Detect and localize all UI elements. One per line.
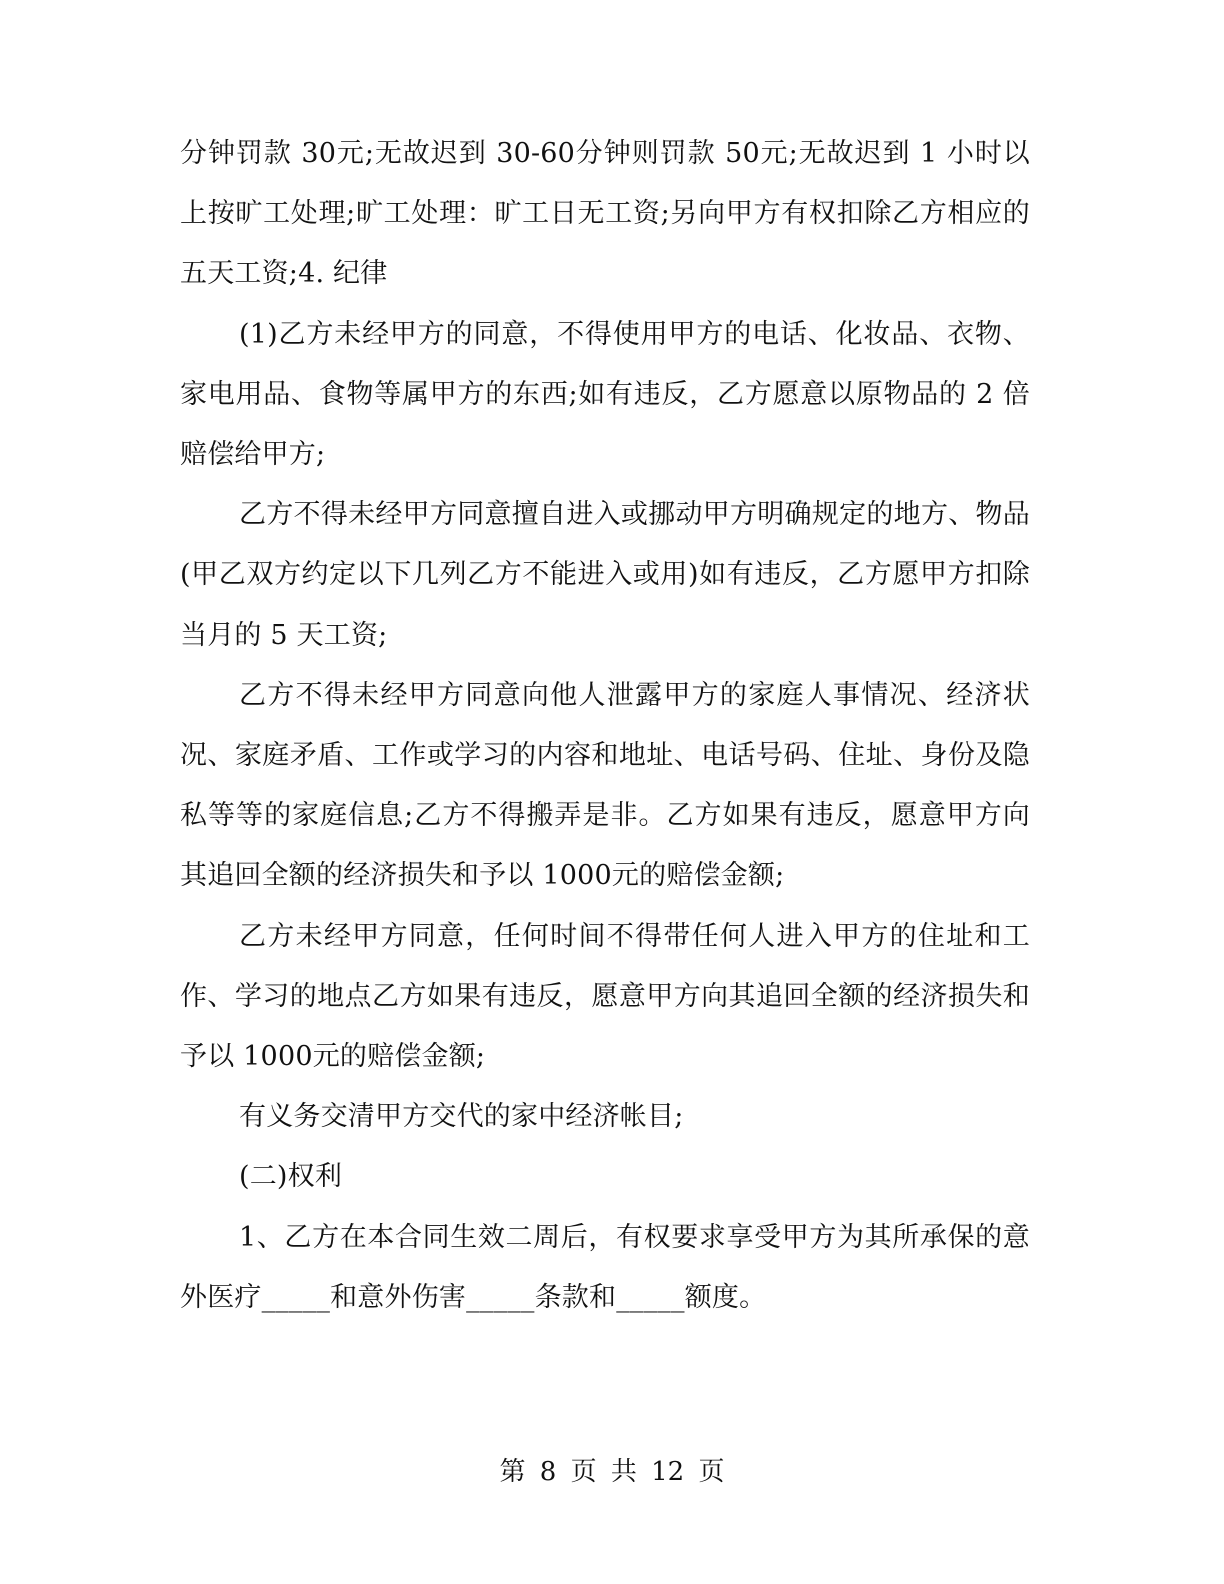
paragraph-restricted-areas: 乙方不得未经甲方同意擅自进入或挪动甲方明确规定的地方、物品(甲乙双方约定以下几列乙方不能进入或用)如有违反，乙方愿甲方扣除当月的 5 天工资; bbox=[180, 499, 1030, 651]
paragraph-discipline-item-1: (1)乙方未经甲方的同意，不得使用甲方的电话、化妆品、衣物、家电用品、食物等属甲方的东西;如有违反，乙方愿意以原物品的 2 倍赔偿给甲方; bbox=[180, 318, 1030, 471]
page-number-footer: 第 8 页 共 12 页 bbox=[499, 1457, 725, 1487]
document-body bbox=[180, 124, 1030, 1328]
paragraph-accounts: 有义务交清甲方交代的家中经济帐目; bbox=[239, 1101, 684, 1133]
section-heading-rights: (二)权利 bbox=[239, 1161, 343, 1193]
paragraph-continuation: 分钟罚款 30元;无故迟到 30-60分钟则罚款 50元;无故迟到 1 小时以上按旷工处理;旷工处理：旷工日无工资;另向甲方有权扣除乙方相应的五天工资;4. 纪律 bbox=[180, 138, 1030, 290]
paragraph-visitors: 乙方未经甲方同意，任何时间不得带任何人进入甲方的住址和工作、学习的地点乙方如果有违反，愿意甲方向其追回全额的经济损失和予以 1000元的赔偿金额; bbox=[180, 920, 1030, 1073]
paragraph-confidentiality: 乙方不得未经甲方同意向他人泄露甲方的家庭人事情况、经济状况、家庭矛盾、工作或学习的内容和地址、电话号码、住址、身份及隐私等等的家庭信息;乙方不得搬弄是非。乙方如果有违反，愿意甲方向其追回全额的经济损失和予以 1000元的赔偿金额; bbox=[180, 679, 1030, 892]
paragraph-rights-item-1: 1、乙方在本合同生效二周后，有权要求享受甲方为其所承保的意外医疗_____和意外伤害_____条款和_____额度。 bbox=[180, 1221, 1030, 1313]
